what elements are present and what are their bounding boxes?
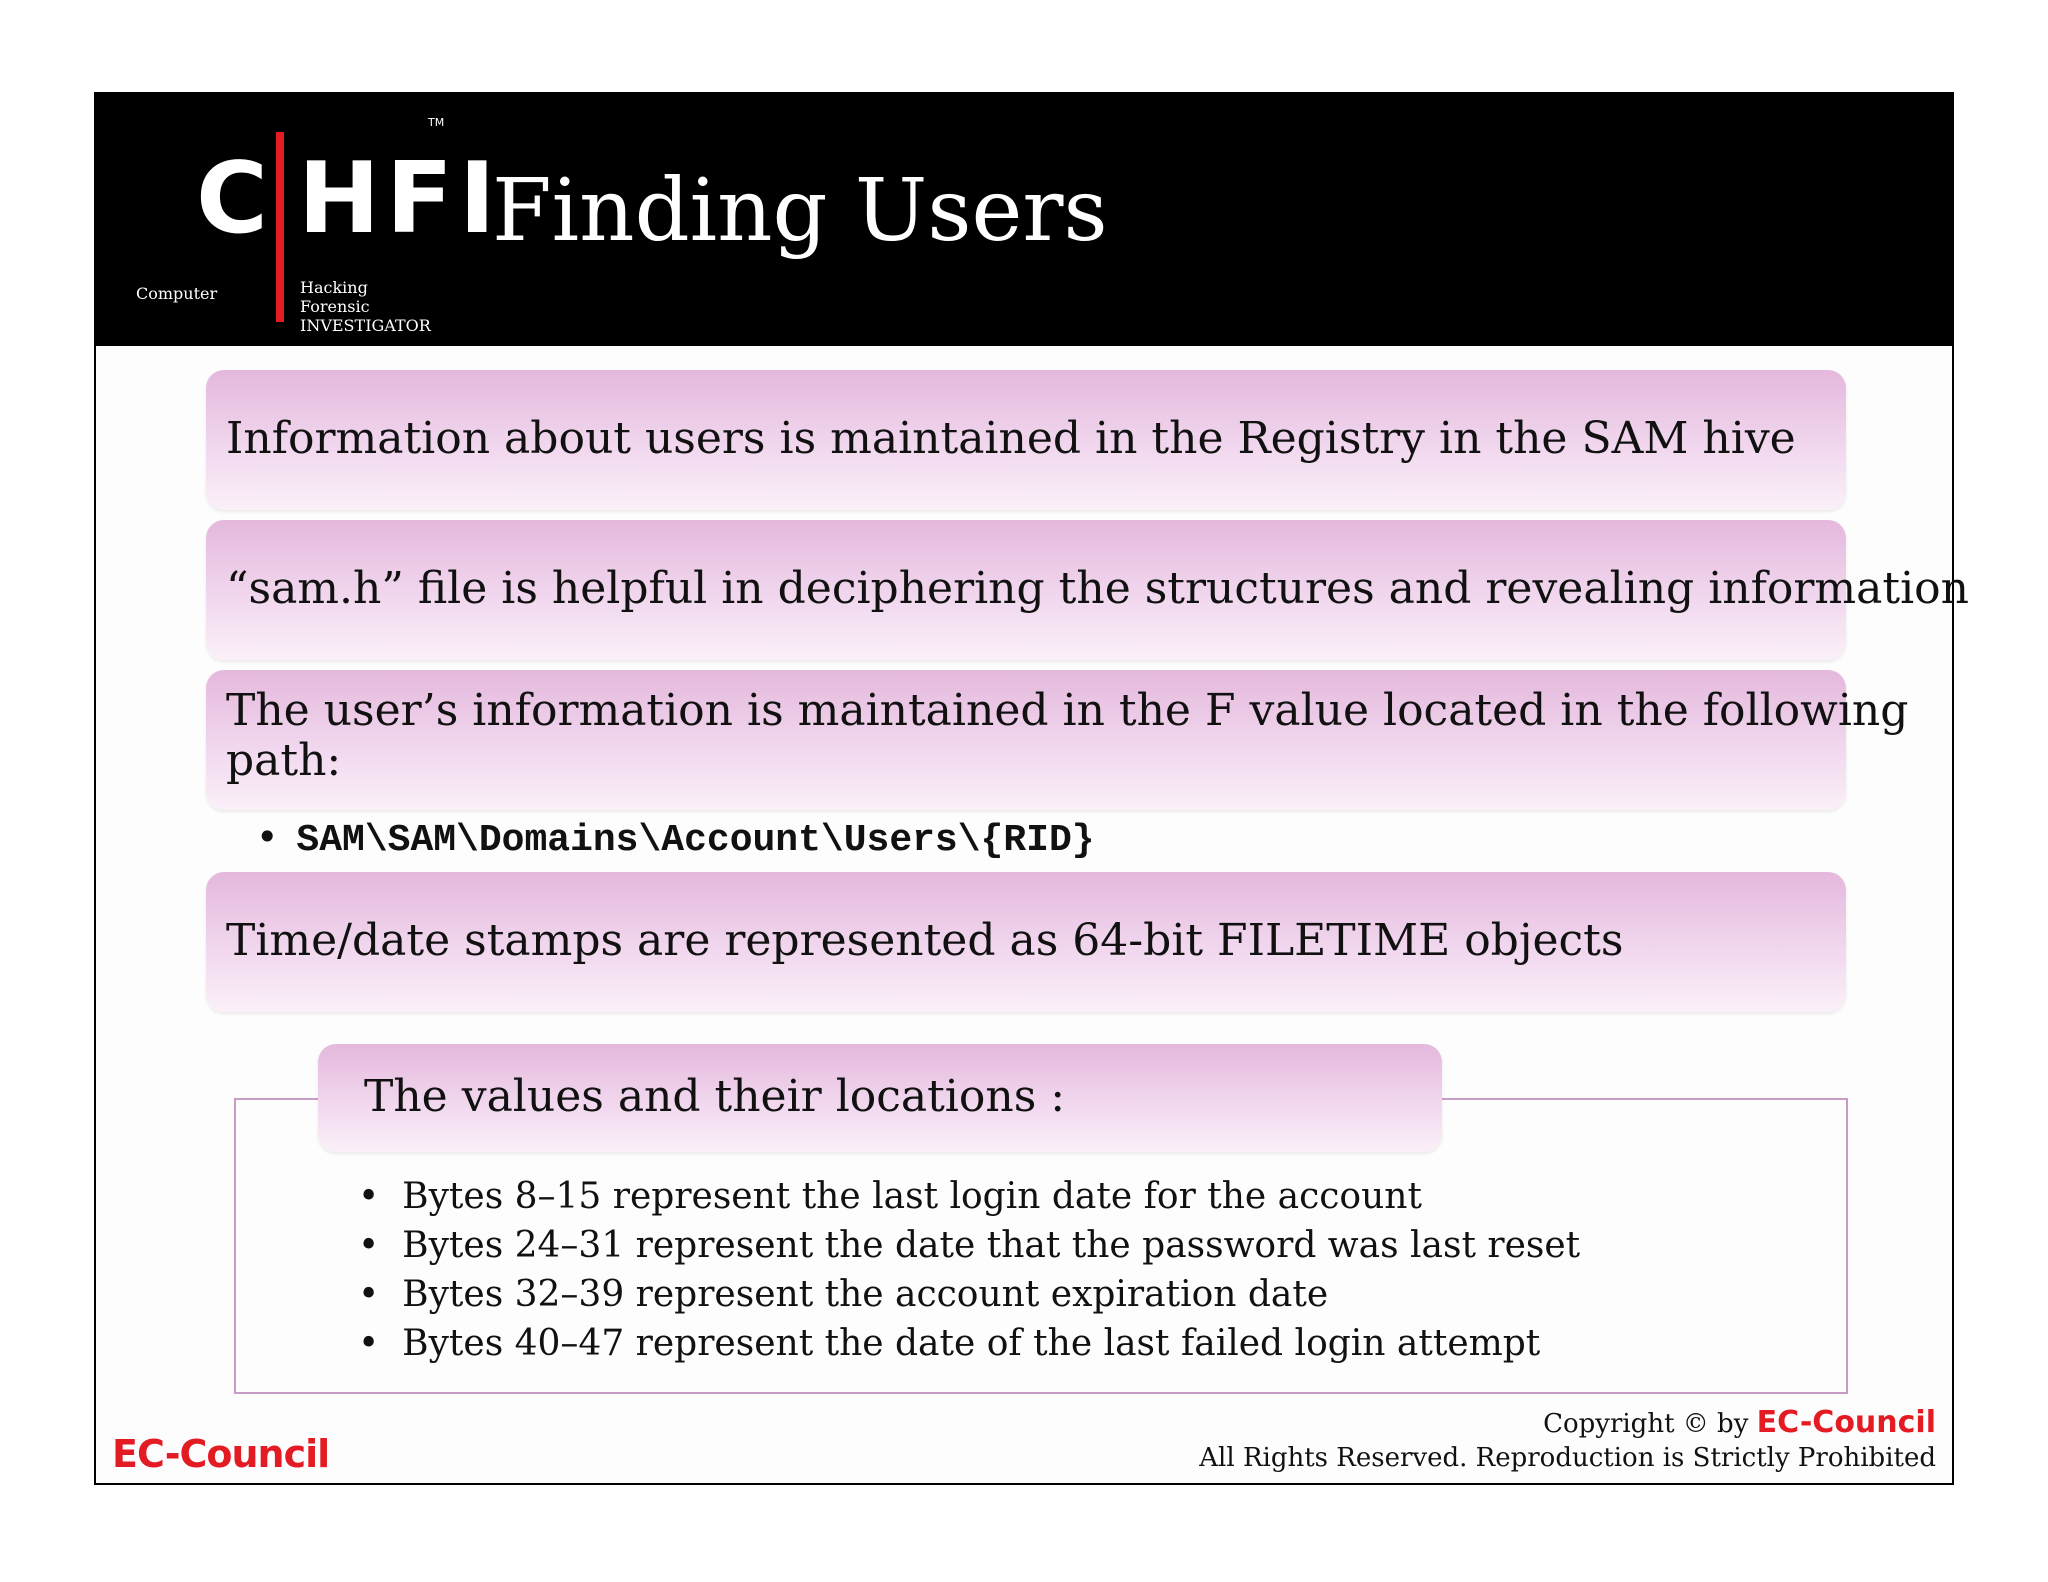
bullet: • xyxy=(358,1225,380,1266)
registry-path-item xyxy=(256,814,1095,864)
bullet: • xyxy=(256,815,279,859)
values-title: The values and their locations : xyxy=(364,1071,1066,1122)
bullet: • xyxy=(358,1323,380,1364)
logo-investigator: INVESTIGATOR xyxy=(300,316,431,335)
value-item-3 xyxy=(358,1272,1328,1318)
logo-hacking-forensic: Hacking Forensic xyxy=(300,278,370,316)
slide-header xyxy=(96,94,1952,346)
ec-council-logo-left: EC-Council xyxy=(112,1432,330,1476)
info-box-3-text: The user’s information is maintained in the F value located in the following xyxy=(226,685,1909,736)
logo-subtitle xyxy=(300,278,436,335)
ec-council-logo-right: EC-Council xyxy=(1756,1405,1936,1440)
copyright-prefix: Copyright © by xyxy=(1543,1409,1749,1439)
value-item-3-text: Bytes 32–39 represent the account expiration date xyxy=(402,1274,1329,1315)
info-box-1-text: Information about users is maintained in the Registry in the SAM hive xyxy=(226,413,1796,464)
copyright-line-1 xyxy=(1199,1406,1936,1441)
slide-title: Finding Users xyxy=(492,161,1108,261)
bullet: • xyxy=(358,1176,380,1217)
copyright-notice xyxy=(1199,1406,1936,1475)
registry-path: SAM\SAM\Domains\Account\Users\{RID} xyxy=(296,819,1095,862)
value-item-2-text: Bytes 24–31 represent the date that the password was last reset xyxy=(402,1225,1581,1266)
value-item-2 xyxy=(358,1223,1580,1269)
info-box-3 xyxy=(206,670,1909,810)
value-item-1 xyxy=(358,1174,1422,1220)
info-box-1 xyxy=(206,370,1846,510)
logo-red-bar xyxy=(276,132,284,322)
info-box-4 xyxy=(206,872,1846,1012)
logo-trademark: TM xyxy=(428,116,445,129)
value-item-4 xyxy=(358,1321,1540,1367)
value-item-4-text: Bytes 40–47 represent the date of the last failed login attempt xyxy=(402,1323,1541,1364)
copyright-rights: All Rights Reserved. Reproduction is Strictly Prohibited xyxy=(1199,1443,1936,1473)
logo-computer-label: Computer xyxy=(136,284,218,303)
values-title-box xyxy=(318,1044,1442,1152)
slide xyxy=(94,92,1969,1485)
logo-letter-c: C xyxy=(196,142,268,256)
info-box-4-text: Time/date stamps are represented as 64-bit FILETIME objects xyxy=(226,915,1624,966)
info-box-2-text: “sam.h” file is helpful in deciphering the structures and revealing information xyxy=(226,563,1969,614)
info-box-2 xyxy=(206,520,1969,660)
value-item-1-text: Bytes 8–15 represent the last login date for the account xyxy=(402,1176,1422,1217)
chfi-logo xyxy=(136,114,502,335)
logo-letters-hfi: HFI xyxy=(298,142,502,256)
bullet: • xyxy=(358,1274,380,1315)
info-box-3-text-line2: path: xyxy=(226,735,342,786)
